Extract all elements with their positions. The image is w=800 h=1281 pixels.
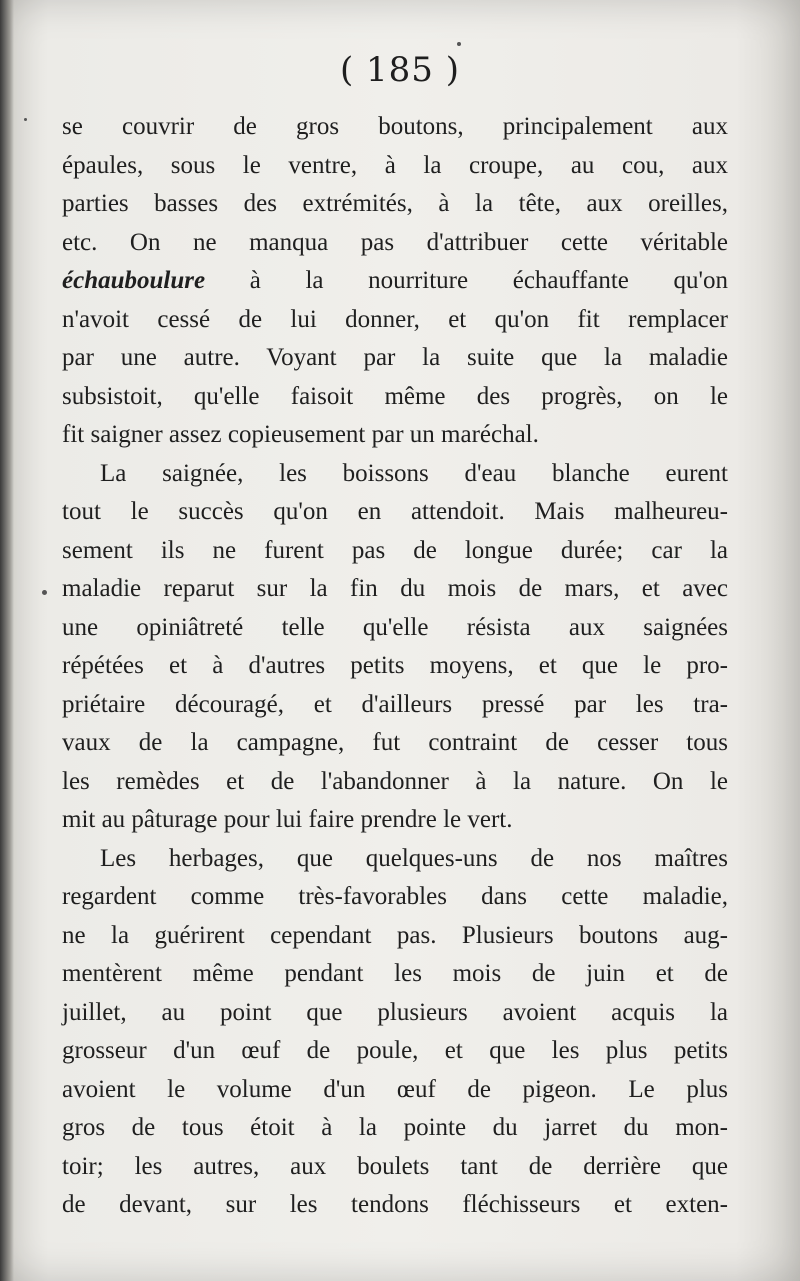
text-line-segment: Les herbages, que quelques-uns de nos maîtres xyxy=(100,844,728,872)
text-line xyxy=(62,1032,728,1071)
text-line xyxy=(62,955,728,994)
text-line xyxy=(62,339,728,378)
text-line xyxy=(62,763,728,802)
text-line xyxy=(62,1148,728,1187)
text-line xyxy=(62,609,728,648)
text-line-segment: de devant, sur les tendons fléchisseurs et exten- xyxy=(62,1191,728,1218)
text-line-segment: mit au pâturage pour lui faire prendre le vert. xyxy=(62,806,513,833)
text-line-segment: fit saigner assez copieusement par un maréchal. xyxy=(62,421,539,448)
text-line-segment: n'avoit cessé de lui donner, et qu'on fit remplacer xyxy=(62,305,728,333)
text-line-segment: etc. On ne manqua pas d'attribuer cette véritable xyxy=(62,228,728,256)
text-line xyxy=(62,1071,728,1110)
text-line-segment: les remèdes et de l'abandonner à la nature. On le xyxy=(62,767,728,795)
text-line-segment: se couvrir de gros boutons, principalement aux xyxy=(62,113,728,140)
text-line xyxy=(62,801,728,840)
text-line xyxy=(62,686,728,725)
text-line xyxy=(62,840,728,879)
text-line xyxy=(62,647,728,686)
text-line-segment: subsistoit, qu'elle faisoit même des progrès, on le xyxy=(62,382,728,410)
text-line xyxy=(62,262,728,301)
ink-speck xyxy=(24,118,27,121)
text-line xyxy=(62,570,728,609)
text-line xyxy=(62,994,728,1033)
text-line-segment: priétaire découragé, et d'ailleurs pressé par les tra- xyxy=(62,690,728,718)
ink-speck xyxy=(457,42,461,46)
text-line xyxy=(62,185,728,224)
text-line-segment: regardent comme très-favorables dans cette maladie, xyxy=(62,883,728,910)
text-line xyxy=(62,301,728,340)
text-line xyxy=(62,416,728,455)
text-line-segment: par une autre. Voyant par la suite que la maladie xyxy=(62,344,728,371)
text-line xyxy=(62,493,728,532)
text-line xyxy=(62,917,728,956)
text-line-segment: grosseur d'un œuf de poule, et que les plus petits xyxy=(62,1037,728,1064)
text-line-segment: vaux de la campagne, fut contraint de cesser tous xyxy=(62,729,728,756)
text-line xyxy=(62,724,728,763)
text-line xyxy=(62,1186,728,1225)
ink-speck xyxy=(42,590,47,595)
text-line-segment: tout le succès qu'on en attendoit. Mais malheureu- xyxy=(62,498,728,525)
text-line xyxy=(62,532,728,571)
text-line-segment: une opiniâtreté telle qu'elle résista aux saignées xyxy=(62,613,728,641)
text-line-segment: sement ils ne furent pas de longue durée; car la xyxy=(62,536,728,564)
text-line-segment: avoient le volume d'un œuf de pigeon. Le plus xyxy=(62,1075,728,1103)
text-line-segment: à la nourriture échauffante qu'on xyxy=(205,267,728,294)
text-line-segment: La saignée, les boissons d'eau blanche eurent xyxy=(100,459,728,487)
text-line-segment: maladie reparut sur la fin du mois de mars, et avec xyxy=(62,575,728,602)
body-text xyxy=(62,108,728,1225)
text-line-segment: gros de tous étoit à la pointe du jarret du mon- xyxy=(62,1114,728,1141)
text-line xyxy=(62,455,728,494)
text-line xyxy=(62,378,728,417)
text-line xyxy=(62,147,728,186)
page-gutter-shadow xyxy=(0,0,14,1281)
text-line xyxy=(62,224,728,263)
text-line-segment: toir; les autres, aux boulets tant de derrière que xyxy=(62,1152,728,1180)
text-line-segment: parties basses des extrémités, à la tête, aux oreilles, xyxy=(62,190,728,217)
text-line-segment: juillet, au point que plusieurs avoient acquis la xyxy=(62,998,728,1026)
text-line-segment: mentèrent même pendant les mois de juin et de xyxy=(62,960,728,987)
text-line xyxy=(62,1109,728,1148)
italic-term: échauboulure xyxy=(62,267,206,294)
text-line xyxy=(62,108,728,147)
text-line-segment: répétées et à d'autres petits moyens, et que le pro- xyxy=(62,652,728,679)
page-number: ( 185 ) xyxy=(339,50,461,90)
text-line-segment: ne la guérirent cependant pas. Plusieurs boutons aug- xyxy=(62,921,728,949)
text-line xyxy=(62,878,728,917)
text-line-segment: épaules, sous le ventre, à la croupe, au cou, aux xyxy=(62,151,728,179)
